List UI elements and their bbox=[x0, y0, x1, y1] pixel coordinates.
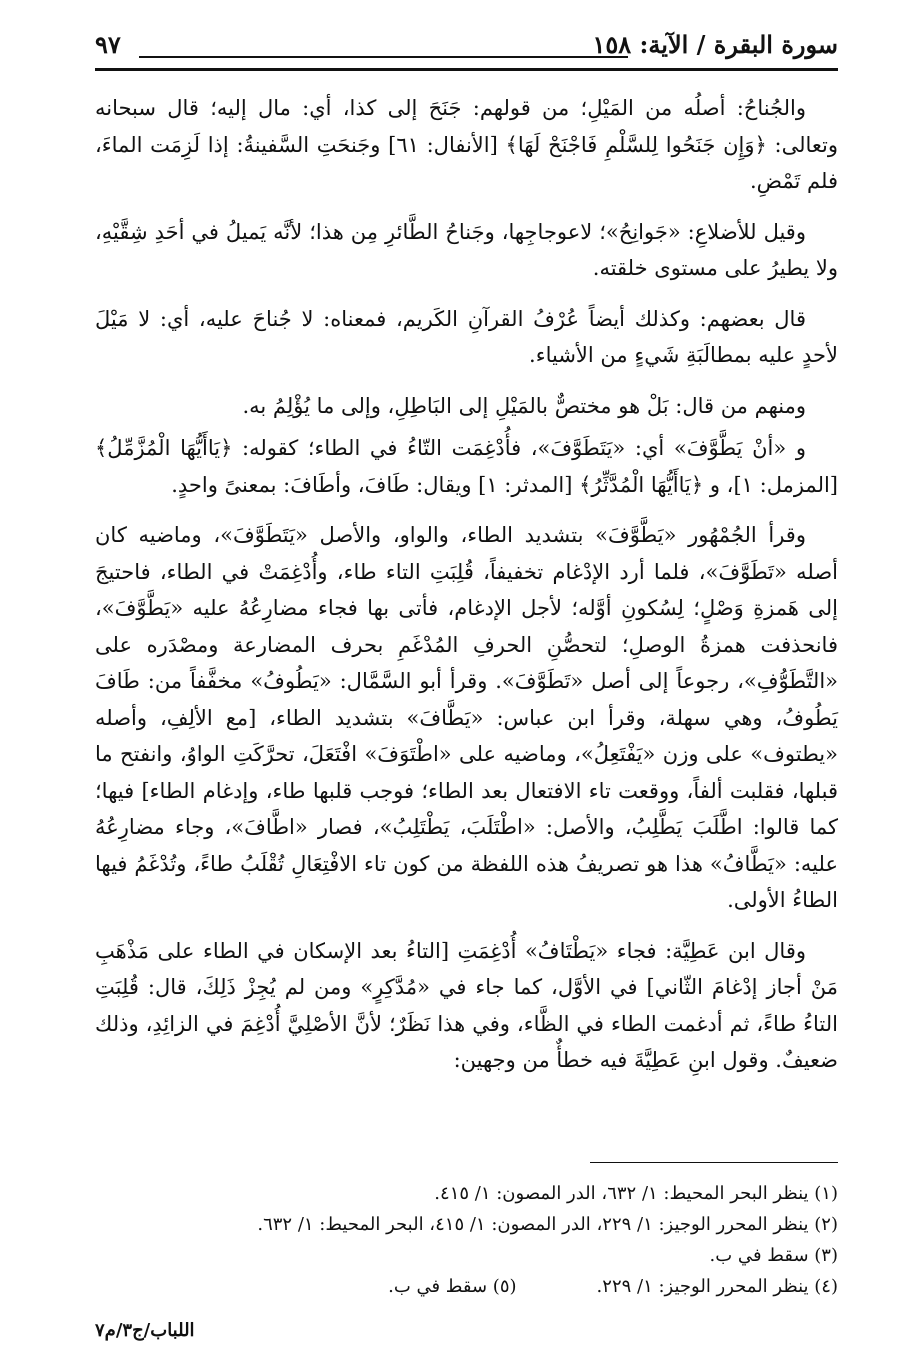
paragraph-janah-definition: والجُناحُ: أصلُه من المَيْلِ؛ من قولهم: جَنَحَ إلى كذا، أي: مال إليه؛ قال سبحانه وتعالى: ﴿وَإِن جَنَحُوا لِلسَّلْمِ فَاجْنَحْ لَهَا﴾ [الأنفال: ٦١] وجَنحَتِ السَّفينةُ: إذا لَزِمَت الماءَ، فلم تَمْضِ. bbox=[95, 96, 838, 193]
paragraph-quran-usage: قال بعضهم: وكذلك أيضاً عُرْفُ القرآنِ الكَريم، فمعناه: لا جُناحَ عليه، أي: لا مَيْلَ لأحدٍ عليه بمطالَبَةِ شَيءٍ من الأشياء. bbox=[95, 306, 838, 367]
paragraph-batil: ومنهم من قال: بَلْ هو مختصٌّ بالمَيْلِ إلى البَاطِلِ، وإلى ما يُؤْلِمُ به. bbox=[242, 393, 806, 418]
footnote-3: (٣) سقط في ب. bbox=[709, 1245, 838, 1266]
footnote-2: (٢) ينظر المحرر الوجيز: ١/ ٢٢٩، الدر المصون: ١/ ٤١٥، البحر المحيط: ١/ ٦٣٢. bbox=[257, 1214, 838, 1235]
header-title: سورة البقرة / الآية: ١٥٨ bbox=[592, 30, 838, 59]
header-rule bbox=[95, 68, 838, 71]
footnote-separator bbox=[590, 1162, 838, 1163]
footnote-1: (١) ينظر البحر المحيط: ١/ ٦٣٢، الدر المصون: ١/ ٤١٥. bbox=[434, 1183, 838, 1204]
header-line bbox=[139, 56, 628, 58]
footnote-row-4-5 bbox=[95, 1271, 838, 1302]
paragraph-yattawwaf: و «أنْ يَطَّوَّفَ» أي: «يَتَطَوَّفَ»، فأُدْغِمَت التّاءُ في الطاء؛ كقوله: ﴿يَاأَيُّهَا الْمُزَّمِّلُ﴾ [المزمل: ١]، و ﴿يَاأَيُّهَا الْمُدَّثِّرُ﴾ [المدثر: ١] ويقال: طَافَ، وأطَافَ: بمعنىً واحدٍ. bbox=[95, 436, 838, 497]
running-header bbox=[95, 30, 838, 70]
paragraph-ibn-atiyya: وقال ابن عَطِيَّة: فجاء «يَطْتَافُ» أُدْغِمَتِ [التاءُ بعد الإسكان في الطاء على مَذْهَبِ مَنْ أجاز إدْغامَ الثّاني] في الأوَّل، كما جاء في «مُدَّكِرٍ» ومن لم يُجِزْ ذَلِكَ، قال: قُلِبَتِ التاءُ طاءً، ثم أدغمت الطاء في الظَّاء، وفي هذا نَظَرٌ؛ لأنَّ الأصْلِيَّ أُدْغِمَ في الزائِدِ، وذلك ضعيفٌ. وقول ابنِ عَطِيَّةَ فيه خطأٌ من وجهين: bbox=[95, 938, 838, 1072]
printer-signature: اللباب/ج٣/م٧ bbox=[95, 1320, 195, 1341]
page-number: ٩٧ bbox=[95, 30, 121, 59]
footnote-5: (٥) سقط في ب. bbox=[388, 1276, 517, 1297]
main-text bbox=[95, 90, 838, 1093]
paragraph-jawanih: وقيل للأضلاعِ: «جَوانِحُ»؛ لاعوجاجِها، وجَناحُ الطَّائرِ مِن هذا؛ لأنَّه يَميلُ في أحَدِ شِقَّيْهِ، ولا يطيرُ على مستوى خلقته. bbox=[95, 219, 838, 280]
footnotes bbox=[95, 1178, 838, 1302]
footnote-4: (٤) ينظر المحرر الوجيز: ١/ ٢٢٩. bbox=[596, 1276, 838, 1297]
paragraph-readings: وقرأ الجُمْهُور «يَطَّوَّفَ» بتشديد الطاء، والواو، والأصل «يَتَطَوَّفَ»، وماضيه كان أصله «تَطَوَّفَ»، فلما أرد الإدْغام تخفيفاً، قُلِبَتِ التاء طاء، وأُدْغِمَتْ في الطاء، فاحتيجَ إلى هَمزةِ وَصْلٍ؛ لِسُكونِ أوَّله؛ لأجل الإدغام، فأتى بها فجاء مضارِعُهُ عليه «يَطَّوَّفَ»، فانحذفت همزةُ الوصلِ؛ لتحصُّنِ الحرفِ المُدْغَمِ بحرف المضارعة ومصْدَره على «التَّطَوُّفِ»، رجوعاً إلى أصل «تَطَوَّفَ». وقرأ أبو السَّمَّال: «يَطُوفُ» مخفَّفاً من: طَافَ يَطُوفُ، وهي سهلة، وقرأ ابن عباس: «يَطَّافَ» بتشديد الطاء، [مع الألِفِ، وأصله «يطتوف» على وزن «يَفْتَعِلُ»، وماضيه على «اطْتَوَفَ» افْتَعَلَ، تحرَّكَتِ الواوُ، وانفتح ما قبلها، فقلبت ألفاً، ووقعت تاء الافتعال بعد الطاء؛ فوجب قلبها طاء، وإدغام الطاء] فيها؛ كما قالوا: اطَّلَبَ يَطَّلِبُ، والأصل: «اطْتَلَبَ، يَطْتَلِبُ»، فصار «اطَّافَ»، وجاء مضارِعُهُ عليه: «يَطَّافُ» هذا هو تصريفُ هذه اللفظة من كون تاء الافْتِعَالِ تُقْلَبُ طاءً، وتُدْغَمُ فيها الطاءُ الأولى. bbox=[95, 523, 839, 912]
